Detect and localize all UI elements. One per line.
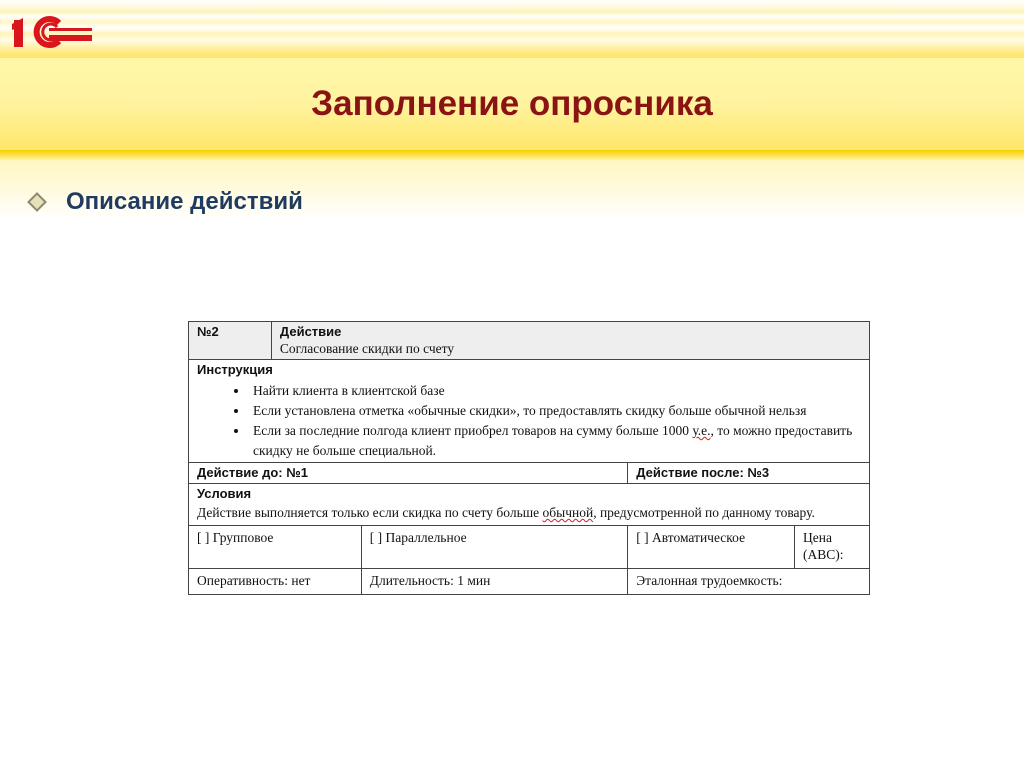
table-row	[189, 526, 870, 569]
spellcheck-marked-text: у.е.	[692, 423, 711, 438]
list-item: • Если установлена отметка «обычные скидки», то предоставлять скидку больше обычной нельзя	[249, 401, 863, 421]
title-band-edge	[0, 150, 1024, 160]
conditions-end: , предусмотренной по данному товару.	[593, 505, 815, 520]
list-item	[249, 421, 863, 461]
metric-efficiency: Оперативность: нет	[189, 569, 362, 595]
page-title: Заполнение опросника	[311, 84, 713, 123]
metric-duration: Длительность: 1 мин	[361, 569, 627, 595]
action-after: Действие после: №3	[628, 463, 870, 484]
1c-logo	[12, 14, 94, 48]
action-number: №2	[189, 322, 272, 360]
list-item: • Найти клиента в клиентской базе	[249, 381, 863, 401]
conditions-text	[197, 502, 863, 523]
metric-labor: Эталонная трудоемкость:	[628, 569, 870, 595]
action-label: Действие	[279, 324, 342, 339]
price-abc: Цена (АВС):	[795, 526, 870, 569]
instruction-text: Если за последние полгода клиент приобрел товаров на сумму больше 1000	[253, 423, 693, 438]
conditions-label: Условия	[197, 486, 252, 501]
instruction-cell	[189, 360, 870, 463]
conditions-start: Действие выполняется только если скидка по счету больше	[197, 505, 543, 520]
header-decoration	[0, 0, 1024, 58]
option-automatic: [ ] Автоматическое	[628, 526, 795, 569]
table-row	[189, 360, 870, 463]
table-row	[189, 569, 870, 595]
action-value: Согласование скидки по счету	[279, 341, 455, 356]
section-subtitle: Описание действий	[66, 188, 303, 215]
action-before: Действие до: №1	[189, 463, 628, 484]
instruction-text-end: , то можно предоставить скидку не больше специальной.	[253, 423, 853, 458]
table-row	[189, 463, 870, 484]
instruction-list	[197, 381, 863, 461]
diamond-bullet-icon	[27, 192, 47, 212]
conditions-cell	[189, 484, 870, 526]
table-row	[189, 484, 870, 526]
option-parallel: [ ] Параллельное	[361, 526, 627, 569]
instruction-label: Инструкция	[197, 362, 273, 377]
option-group: [ ] Групповое	[189, 526, 362, 569]
table-row	[189, 322, 870, 360]
action-table	[188, 321, 870, 595]
action-cell	[271, 322, 869, 360]
subtitle-row	[28, 188, 303, 216]
spellcheck-marked-text: обычной	[542, 505, 594, 520]
